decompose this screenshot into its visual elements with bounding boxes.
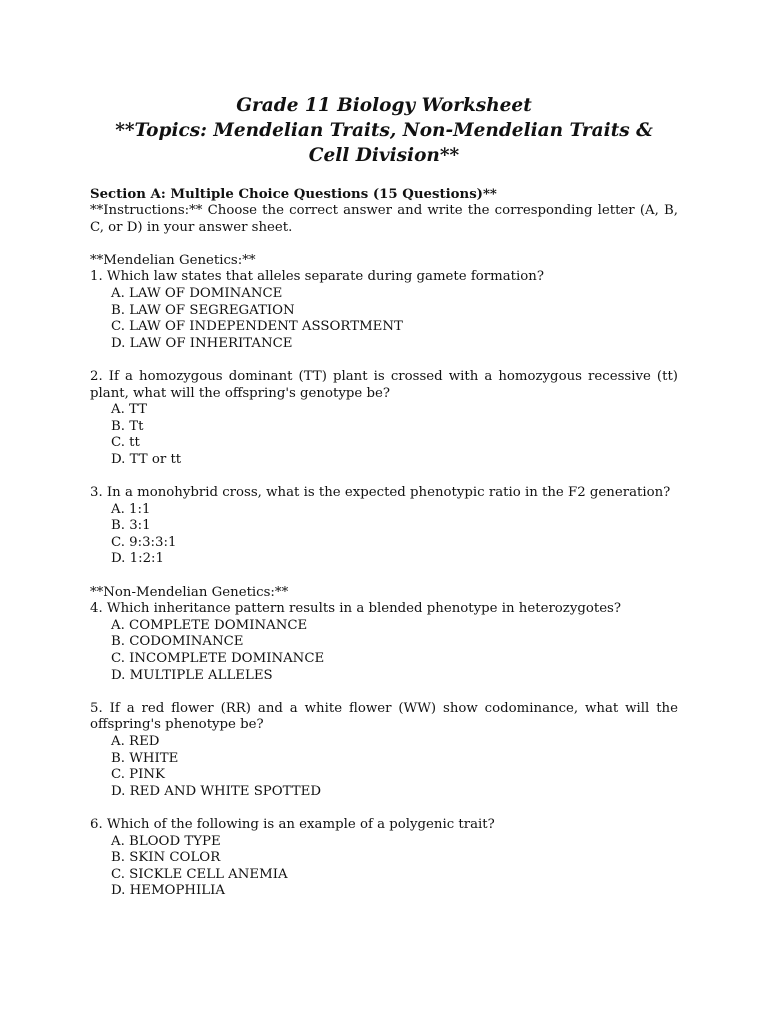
option-d: D. 1:2:1 (111, 551, 164, 567)
title-line-1: Grade 11 Biology Worksheet (236, 95, 532, 116)
group-heading: **Non-Mendelian Genetics:** (90, 584, 289, 600)
question-group-mendelian (90, 253, 678, 568)
option-c: C. SICKLE CELL ANEMIA (111, 866, 288, 882)
option-d: D. RED AND WHITE SPOTTED (111, 783, 321, 799)
answer-options (90, 834, 678, 900)
option-b: B. CODOMINANCE (111, 634, 244, 650)
section-a-heading: Section A: Multiple Choice Questions (15 Questions)** (90, 187, 497, 202)
answer-options (90, 618, 678, 684)
question-text: 4. Which inheritance pattern results in a blended phenotype in heterozygotes? (90, 601, 622, 617)
group-heading: **Mendelian Genetics:** (90, 252, 256, 268)
option-a: A. 1:1 (111, 501, 151, 517)
instructions-text: **Instructions:** Choose the correct answer and write the corresponding letter (A, B, C, or D) in your answer sheet. (90, 203, 678, 235)
option-c: C. PINK (111, 767, 165, 783)
option-c: C. INCOMPLETE DOMINANCE (111, 651, 325, 667)
question-6 (90, 817, 678, 900)
answer-options (90, 734, 678, 800)
option-c: C. 9:3:3:1 (111, 534, 177, 550)
question-4 (90, 601, 678, 684)
question-text: 1. Which law states that alleles separate during gamete formation? (90, 269, 544, 285)
answer-options (90, 502, 678, 568)
option-d: D. HEMOPHILIA (111, 883, 225, 899)
title-line-3: Cell Division** (308, 145, 460, 166)
question-text: 3. In a monohybrid cross, what is the expected phenotypic ratio in the F2 generation? (90, 485, 671, 501)
title-line-2: **Topics: Mendelian Traits, Non-Mendelian Traits & (115, 120, 653, 141)
answer-options (90, 402, 678, 468)
option-c: C. LAW OF INDEPENDENT ASSORTMENT (111, 319, 403, 335)
question-text: 2. If a homozygous dominant (TT) plant is crossed with a homozygous recessive (tt) plant, what will the offspring's genotype be? (90, 368, 678, 401)
option-b: B. WHITE (111, 750, 179, 766)
question-text: 5. If a red flower (RR) and a white flower (WW) show codominance, what will the offspring's phenotype be? (90, 700, 678, 733)
worksheet-page (90, 93, 678, 900)
question-text: 6. Which of the following is an example of a polygenic trait? (90, 816, 495, 832)
option-b: B. Tt (111, 418, 144, 434)
question-1 (90, 269, 678, 352)
question-2 (90, 369, 678, 469)
option-a: A. BLOOD TYPE (111, 833, 221, 849)
option-a: A. TT (111, 402, 148, 418)
worksheet-title (90, 93, 678, 168)
question-5 (90, 701, 678, 801)
option-c: C. tt (111, 435, 140, 451)
question-3 (90, 485, 678, 568)
option-b: B. LAW OF SEGREGATION (111, 302, 295, 318)
option-d: D. LAW OF INHERITANCE (111, 335, 293, 351)
option-b: B. SKIN COLOR (111, 850, 221, 866)
option-a: A. RED (111, 734, 160, 749)
answer-options (90, 286, 678, 352)
option-a: A. COMPLETE DOMINANCE (111, 617, 308, 633)
option-a: A. LAW OF DOMINANCE (111, 285, 283, 301)
option-b: B. 3:1 (111, 518, 151, 534)
question-group-non-mendelian (90, 585, 678, 900)
option-d: D. MULTIPLE ALLELES (111, 667, 273, 683)
option-d: D. TT or tt (111, 451, 182, 467)
